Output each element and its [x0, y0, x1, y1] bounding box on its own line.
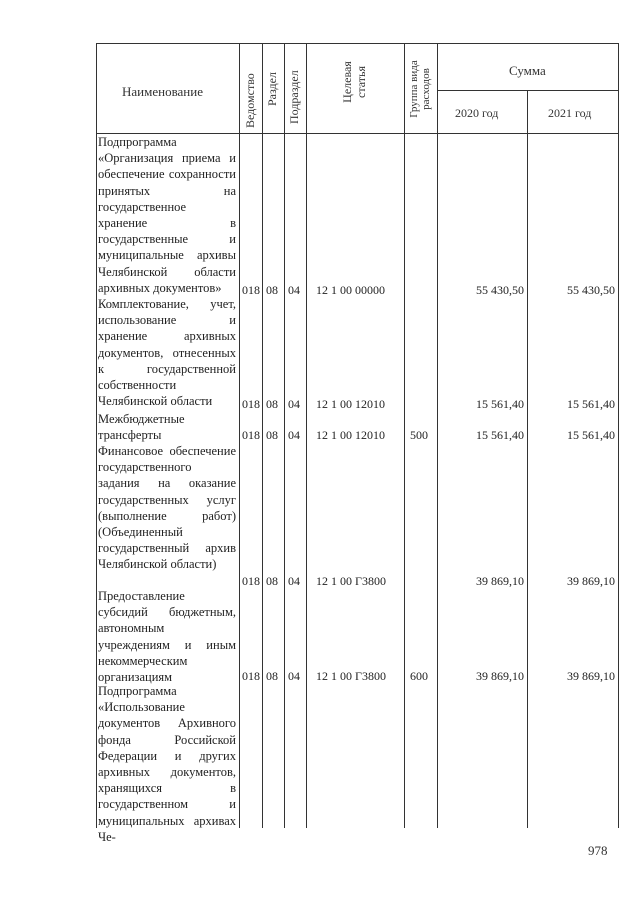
- row-5-gruppa: 600: [410, 669, 428, 683]
- row-2-sum2020: 15 561,40: [476, 397, 524, 411]
- row-4-celevaya: 12 1 00 Г3800: [316, 574, 386, 588]
- table-top-border: [96, 43, 618, 44]
- header-vedomstvo: Ведомство: [243, 73, 257, 128]
- row-4-name: Финансовое обеспечение государственного задания на оказание государственных услуг (выполнение работ) (Объединенный государственный архив Челябинской области): [98, 444, 236, 572]
- header-gruppa: [408, 48, 432, 130]
- header-podrazdel: Подраздел: [287, 70, 301, 124]
- row-4-razdel: 08: [266, 574, 278, 588]
- col-border-5: [404, 43, 405, 828]
- row-3-gruppa: 500: [410, 428, 428, 442]
- row-5-sum2021: 39 869,10: [567, 669, 615, 683]
- row-3-ved: 018: [242, 428, 260, 442]
- col-border-1: [239, 43, 240, 828]
- row-4-sum2020: 39 869,10: [476, 574, 524, 588]
- header-summa: Сумма: [509, 63, 546, 78]
- header-razdel: Раздел: [265, 72, 279, 106]
- row-2-celevaya: 12 1 00 12010: [316, 397, 385, 411]
- col-border-left: [96, 43, 97, 828]
- col-border-right: [618, 43, 619, 828]
- header-gruppa-text: Группа вида расходов: [408, 60, 432, 118]
- header-celevaya: [340, 52, 368, 112]
- row-5-podrazdel: 04: [288, 669, 300, 683]
- row-4-ved: 018: [242, 574, 260, 588]
- col-border-7: [527, 90, 528, 828]
- row-1-celevaya: 12 1 00 00000: [316, 283, 385, 297]
- page-number: 978: [588, 843, 608, 858]
- row-2-razdel: 08: [266, 397, 278, 411]
- row-3-podrazdel: 04: [288, 428, 300, 442]
- row-5-razdel: 08: [266, 669, 278, 683]
- row-6-name: Подпрограмма «Использование документов Архивного фонда Российской Федерации и других архивных документов, хранящихся в государственном и муниципальных архивах Че-: [98, 684, 236, 844]
- row-1-name: Подпрограмма «Организация приема и обеспечение сохранности принятых на государственное хранение в государственные и муниципальные архивы Челябинской области архивных документов»: [98, 135, 236, 295]
- row-2-sum2021: 15 561,40: [567, 397, 615, 411]
- row-3-name: Межбюджетные трансферты: [98, 412, 185, 443]
- header-year-2021: 2021 год: [548, 106, 592, 120]
- row-3-celevaya: 12 1 00 12010: [316, 428, 385, 442]
- row-5-ved: 018: [242, 669, 260, 683]
- row-1-sum2020: 55 430,50: [476, 283, 524, 297]
- header-name: Наименование: [122, 84, 203, 99]
- row-5-name: Предоставление субсидий бюджетным, автономным учреждениям и иным некоммерческим организациям: [98, 589, 236, 685]
- row-1-sum2021: 55 430,50: [567, 283, 615, 297]
- row-3-sum2020: 15 561,40: [476, 428, 524, 442]
- row-1-podrazdel: 04: [288, 283, 300, 297]
- row-3-razdel: 08: [266, 428, 278, 442]
- row-1-ved: 018: [242, 283, 260, 297]
- row-4-podrazdel: 04: [288, 574, 300, 588]
- row-2-podrazdel: 04: [288, 397, 300, 411]
- header-year-2020: 2020 год: [455, 106, 499, 120]
- row-2-ved: 018: [242, 397, 260, 411]
- col-border-2: [262, 43, 263, 828]
- row-2-name: Комплектование, учет, использование и хранение архивных документов, отнесенных к государственной собственности Челябинской области: [98, 297, 236, 409]
- row-1-razdel: 08: [266, 283, 278, 297]
- header-celevaya-text: Целевая статья: [340, 61, 368, 103]
- col-border-3: [284, 43, 285, 828]
- row-5-celevaya: 12 1 00 Г3800: [316, 669, 386, 683]
- row-4-sum2021: 39 869,10: [567, 574, 615, 588]
- col-border-6: [437, 43, 438, 828]
- row-5-sum2020: 39 869,10: [476, 669, 524, 683]
- row-3-sum2021: 15 561,40: [567, 428, 615, 442]
- col-border-4: [306, 43, 307, 828]
